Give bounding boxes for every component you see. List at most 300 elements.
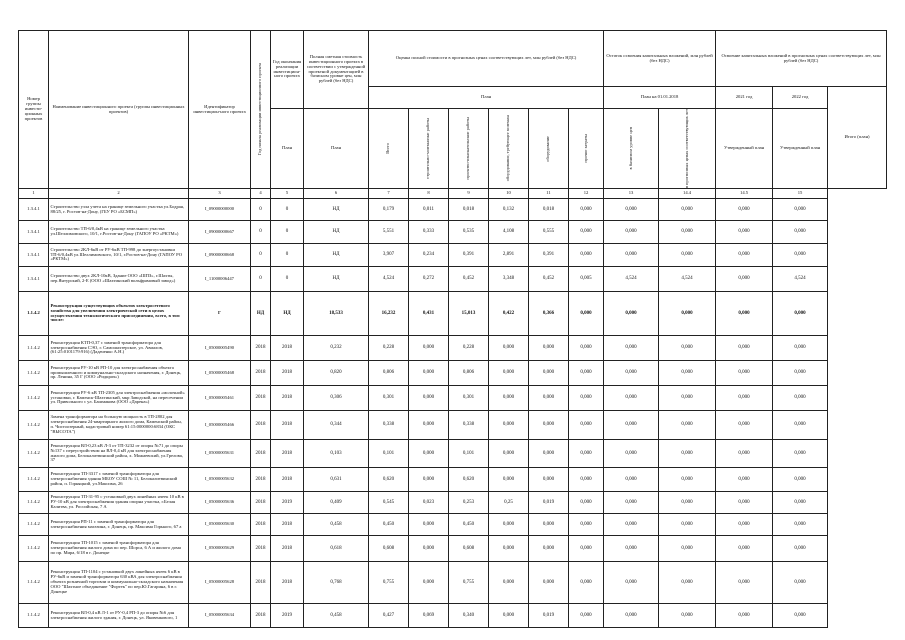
cell-c11: 0,000: [529, 361, 569, 386]
cell-c15: 0,000: [716, 292, 773, 336]
cell-c10: 4,108: [489, 221, 529, 244]
col-number: 11: [529, 189, 569, 199]
cell-c13: 0,000: [604, 411, 659, 440]
cell-y1: 2018: [251, 536, 271, 562]
cell-y2: 2018: [271, 468, 304, 492]
cell-c15: 0,000: [716, 244, 773, 267]
cell-y1: 0: [251, 199, 271, 221]
col-number: 1: [19, 189, 49, 199]
cell-y1: 2018: [251, 411, 271, 440]
cell-name: Реконструкция ТП-31-95 с установкой двух линейных ячеек 10 кВ в РУ-10 кВ для электроснабжения здания опорна участка, г.Белая Калитва, ул. Российская, 7 А: [49, 492, 189, 514]
cell-group: 1.1.4.2: [19, 468, 49, 492]
cell-c12: 0,000: [569, 514, 604, 536]
cell-full: 0,103: [304, 440, 369, 468]
cell-c12: 0,000: [569, 292, 604, 336]
cell-full: НД: [304, 221, 369, 244]
header-total-col: Всего: [369, 109, 409, 189]
cell-c14: 0,000: [659, 361, 716, 386]
cell-c9: 0,620: [449, 468, 489, 492]
cell-group: 1.1.4.2: [19, 411, 49, 440]
cell-c9: 0,535: [449, 221, 489, 244]
cell-c13: 0,000: [604, 292, 659, 336]
cell-c14: 0,000: [659, 492, 716, 514]
cell-c14: 0,000: [659, 536, 716, 562]
cell-name: Строительство узла учета на границе земельного участка ул.Бодрая, 88/25, г. Ростов-на-Дону, (ГБУ РО «БСМП»): [49, 199, 189, 221]
cell-c11: 0,366: [529, 292, 569, 336]
cell-c9: 0,391: [449, 244, 489, 267]
cell-id: I_09000000668: [189, 244, 251, 267]
cell-y2: 2019: [271, 604, 304, 628]
cell-c15: 0,000: [716, 361, 773, 386]
cell-c12: 0,000: [569, 492, 604, 514]
cell-c10: 0,132: [489, 199, 529, 221]
cell-c8: 0,000: [409, 386, 449, 411]
cell-c13: 0,000: [604, 492, 659, 514]
cell-c8: 0,011: [409, 199, 449, 221]
cell-c13: 0,000: [604, 386, 659, 411]
cell-group: 1.3.4.1: [19, 244, 49, 267]
column-numbers-row: [19, 189, 887, 199]
header-approved-2021: Утвержденный план: [716, 109, 773, 189]
table-row: [19, 440, 887, 468]
col-number: 3: [189, 189, 251, 199]
document-page: [18, 30, 887, 620]
cell-full: 0,232: [304, 336, 369, 361]
cell-c16: 0,000: [773, 386, 828, 411]
cell-c8: 0,234: [409, 244, 449, 267]
cell-c11: 0,000: [529, 411, 569, 440]
cell-c8: 0,069: [409, 604, 449, 628]
cell-c16: 0,000: [773, 411, 828, 440]
cell-c9: 0,608: [449, 536, 489, 562]
cell-c9: 0,338: [449, 411, 489, 440]
cell-c14: 0,000: [659, 199, 716, 221]
cell-c16: 0,000: [773, 468, 828, 492]
cell-group: 1.1.4.2: [19, 536, 49, 562]
cell-id: I_05000005490: [189, 336, 251, 361]
cell-group: 1.3.4.1: [19, 199, 49, 221]
header-pnr: проектно-изыскательские работы: [449, 109, 489, 189]
cell-id: I_05000005628: [189, 562, 251, 604]
cell-c7: 16,232: [369, 292, 409, 336]
cell-c15: 0,000: [716, 492, 773, 514]
header-other: прочие затраты: [569, 109, 604, 189]
cell-c16: 0,000: [773, 292, 828, 336]
cell-y2: 2018: [271, 536, 304, 562]
cell-c16: 0,000: [773, 199, 828, 221]
cell-full: 0,618: [304, 536, 369, 562]
cell-id: I_05000005631: [189, 440, 251, 468]
cell-c15: 0,000: [716, 386, 773, 411]
cell-full: НД: [304, 267, 369, 292]
cell-name: Реконструкция ТП-1015 с заменой трансформатора для электроснабжения жилого дома по пер. Шорса, 6 А и жилого дома по пр. Мира, 6/18 в г. Донецке: [49, 536, 189, 562]
cell-c7: 0,806: [369, 361, 409, 386]
cell-c16: 0,000: [773, 562, 828, 604]
cell-c7: 0,608: [369, 536, 409, 562]
cell-c10: 0,000: [489, 411, 529, 440]
cell-c12: 0,000: [569, 562, 604, 604]
cell-c7: 0,101: [369, 440, 409, 468]
cell-name: Реконструкция существующих объектов электросетевого хозяйства для увеличения электрической сети в целях осуществления технологического присоединения, всего, в том числе:: [49, 292, 189, 336]
col-number: 14.4: [659, 189, 716, 199]
cell-c9: 0,806: [449, 361, 489, 386]
cell-c15: 0,000: [716, 221, 773, 244]
cell-name: Реконструкция КТП-0,37 с заменой трансформатора для электроснабжения СЭО, г. Самошахтерское, ул. Авиалов, (61:25:0101179:916) (Дадаченко А.Н.): [49, 336, 189, 361]
table-row: [19, 221, 887, 244]
cell-c16: 0,000: [773, 336, 828, 361]
cell-y2: 2018: [271, 336, 304, 361]
cell-id: I_05000005629: [189, 536, 251, 562]
cell-c8: 0,431: [409, 292, 449, 336]
cell-c16: 0,000: [773, 536, 828, 562]
cell-y2: НД: [271, 292, 304, 336]
cell-c10: 0,000: [489, 514, 529, 536]
cell-c10: 0,000: [489, 336, 529, 361]
cell-name: Строительство двух 2КЛ-10кВ, Здание ООО «ШПЗ», г.Шахты, пер.Янтурский, 2-Е (ООО «Шахтинский вольфрамовый завод»): [49, 267, 189, 292]
table-row: [19, 514, 887, 536]
cell-c9: 0,340: [449, 604, 489, 628]
cell-c10: 0,000: [489, 386, 529, 411]
cell-c8: 0,000: [409, 336, 449, 361]
cell-y1: 2018: [251, 604, 271, 628]
cell-c9: 0,450: [449, 514, 489, 536]
table-row: [19, 411, 887, 440]
cell-name: Реконструкция ТП-3317 с заменой трансформатора для электроснабжения здания МБОУ СОШ № 11, Белокалитвинский район, п. Горняцкий, ул.Максима, 26: [49, 468, 189, 492]
cell-c12: 0,000: [569, 386, 604, 411]
header-group: Номер группы инвести-ционных проектов: [19, 31, 49, 189]
cell-c10: 0,25: [489, 492, 529, 514]
table-row: [19, 492, 887, 514]
cell-c9: 0,228: [449, 336, 489, 361]
cell-c11: 0,555: [529, 221, 569, 244]
cell-id: I_09000000000: [189, 199, 251, 221]
cell-c14: 0,000: [659, 292, 716, 336]
header-plan-col6: План: [304, 109, 369, 189]
cell-c14: 0,000: [659, 604, 716, 628]
cell-c11: 0,391: [529, 244, 569, 267]
cell-c12: 0,000: [569, 221, 604, 244]
cell-group: 1.1.4.2: [19, 440, 49, 468]
cell-c10: 0,000: [489, 468, 529, 492]
table-row: [19, 562, 887, 604]
header-plan-col5: План: [271, 109, 304, 189]
col-number: 12: [569, 189, 604, 199]
cell-c16: 4,524: [773, 267, 828, 292]
cell-c13: 0,000: [604, 336, 659, 361]
cell-c12: 0,000: [569, 440, 604, 468]
cell-y2: 2018: [271, 361, 304, 386]
cell-c7: 0,450: [369, 514, 409, 536]
cell-y1: 2018: [251, 361, 271, 386]
cell-full: 0,409: [304, 492, 369, 514]
cell-y1: 2018: [251, 492, 271, 514]
cell-c12: 0,000: [569, 468, 604, 492]
cell-c15: 0,000: [716, 199, 773, 221]
cell-c14: 0,000: [659, 440, 716, 468]
col-number: 2: [49, 189, 189, 199]
cell-c15: 0,000: [716, 468, 773, 492]
cell-c12: 0,000: [569, 336, 604, 361]
header-2021: 2021 год: [716, 87, 773, 109]
cell-group: 1.1.4.2: [19, 386, 49, 411]
cell-c9: 0,101: [449, 440, 489, 468]
cell-c15: 0,000: [716, 514, 773, 536]
cell-c13: 0,000: [604, 199, 659, 221]
header-approved-2022: Утвержденный план: [773, 109, 828, 189]
cell-group: 1.3.4.1: [19, 267, 49, 292]
cell-c11: 0,018: [529, 199, 569, 221]
cell-full: 0,458: [304, 514, 369, 536]
cell-c15: 0,000: [716, 336, 773, 361]
cell-c12: 0,000: [569, 244, 604, 267]
cell-full: 0,768: [304, 562, 369, 604]
cell-id: I_11000006447: [189, 267, 251, 292]
table-row: [19, 244, 887, 267]
cell-group: 1.3.4.1: [19, 221, 49, 244]
cell-name: Реконструкция ВЛ-0,4 кВ Л-1 от РУ-0,4 РП-3 до опоры №6 для электроснабжения жилого здания, г. Донецк, ул. Яковенкового, 1: [49, 604, 189, 628]
cell-c15: 0,000: [716, 604, 773, 628]
cell-c8: 0,272: [409, 267, 449, 292]
cell-c14: 0,000: [659, 514, 716, 536]
cell-id: I_05000005632: [189, 468, 251, 492]
cell-c13: 0,000: [604, 221, 659, 244]
cell-c15: 0,000: [716, 267, 773, 292]
cell-y1: 2018: [251, 562, 271, 604]
cell-c12: 0,000: [569, 411, 604, 440]
cell-y2: 2018: [271, 411, 304, 440]
cell-c14: 0,000: [659, 221, 716, 244]
cell-c10: 0,000: [489, 562, 529, 604]
cell-c7: 0,338: [369, 411, 409, 440]
cell-c11: 0,000: [529, 514, 569, 536]
cell-c11: 0,000: [529, 386, 569, 411]
cell-c7: 0,755: [369, 562, 409, 604]
cell-full: 0,820: [304, 361, 369, 386]
cell-y2: 0: [271, 267, 304, 292]
cell-c11: 0,000: [529, 440, 569, 468]
cell-c10: 0,000: [489, 536, 529, 562]
cell-c7: 0,228: [369, 336, 409, 361]
cell-c9: 0,018: [449, 199, 489, 221]
header-year-start: Год начала реализации инвестиционного проекта: [251, 31, 271, 189]
cell-full: НД: [304, 244, 369, 267]
cell-y1: 0: [251, 221, 271, 244]
header-plan-on-date: План на 01.01.2018: [604, 87, 716, 109]
cell-y1: 2018: [251, 514, 271, 536]
cell-full: 18,533: [304, 292, 369, 336]
cell-y2: 2018: [271, 386, 304, 411]
cell-c7: 4,524: [369, 267, 409, 292]
cell-id: I_05000005468: [189, 361, 251, 386]
cell-c15: 0,000: [716, 536, 773, 562]
cell-name: Строительство 2КЛ-6кВ от РУ-6кВ ТП-998 до энергоустановки ТП-6/0,4кВ ул.Шеллимовского, 10/1, г.Ростов-на-Дону (ГАПОУ РО «РКТМ»): [49, 244, 189, 267]
cell-c12: 0,000: [569, 536, 604, 562]
cell-c10: 0,000: [489, 440, 529, 468]
header-id: Идентификатор инвестицион-ного проекта: [189, 31, 251, 189]
header-remaining: Остаток освоения капитальных вложений, млн рублей (без НДС): [604, 31, 716, 87]
header-total: Итого (план): [828, 87, 887, 189]
cell-c11: 0,000: [529, 562, 569, 604]
cell-group: 1.1.4.2: [19, 492, 49, 514]
table-row: [19, 604, 887, 628]
cell-c12: 0,000: [569, 199, 604, 221]
col-number: 15: [773, 189, 828, 199]
cell-c7: 0,301: [369, 386, 409, 411]
cell-c16: 0,000: [773, 514, 828, 536]
cell-name: Реконструкция РП-11 с заменой трансформатора для электроснабжения магазина, г. Донецк, пр. Максима Горького, 67 а: [49, 514, 189, 536]
cell-c12: 0,000: [569, 361, 604, 386]
cell-c16: 0,000: [773, 492, 828, 514]
cell-c11: 0,000: [529, 536, 569, 562]
cell-c9: 0,253: [449, 492, 489, 514]
cell-id: I_05000005636: [189, 492, 251, 514]
cell-y1: 0: [251, 244, 271, 267]
table-row: [19, 536, 887, 562]
cell-name: Замена трансформатора на большую мощность в ТП-2802 для электроснабжения 24-квартирного жилого дома, Каменский район, п. Чистоозерный, кадастровый номер 61:15:0000000:6834 (ОКС "ВЫСОТА"): [49, 411, 189, 440]
cell-c16: 0,000: [773, 440, 828, 468]
cell-c12: 0,000: [569, 604, 604, 628]
cell-c11: 0,000: [529, 336, 569, 361]
investment-table: [18, 30, 887, 628]
cell-c7: 0,179: [369, 199, 409, 221]
cell-y2: 2018: [271, 562, 304, 604]
cell-c8: 0,000: [409, 361, 449, 386]
col-number: 8: [409, 189, 449, 199]
cell-c14: 4,524: [659, 267, 716, 292]
cell-c8: 0,000: [409, 562, 449, 604]
cell-group: 1.1.4.2: [19, 604, 49, 628]
cell-c14: 0,000: [659, 336, 716, 361]
cell-c8: 0,000: [409, 411, 449, 440]
cell-c11: 0,000: [529, 468, 569, 492]
header-plan: План: [369, 87, 604, 109]
cell-c8: 0,333: [409, 221, 449, 244]
cell-id: I_05000005461: [189, 386, 251, 411]
cell-c16: 0,000: [773, 604, 828, 628]
cell-y2: 0: [271, 221, 304, 244]
cell-c10: 2,891: [489, 244, 529, 267]
cell-c12: 0,005: [569, 267, 604, 292]
cell-c10: 0,000: [489, 604, 529, 628]
cell-y1: НД: [251, 292, 271, 336]
header-equip: оборудование: [529, 109, 569, 189]
col-number: 6: [304, 189, 369, 199]
cell-c15: 0,000: [716, 440, 773, 468]
cell-id: I_05000005634: [189, 604, 251, 628]
cell-c16: 0,000: [773, 244, 828, 267]
cell-c11: 0,019: [529, 492, 569, 514]
table-row: [19, 336, 887, 361]
cell-c9: 15,013: [449, 292, 489, 336]
col-number: 14.5: [716, 189, 773, 199]
cell-c8: 0,000: [409, 440, 449, 468]
cell-id: I_05000005466: [189, 411, 251, 440]
cell-full: 0,631: [304, 468, 369, 492]
cell-name: Реконструкция РУ-6 кВ ТП-2305 для электроснабжения «молочной» установки, г. Каменск-Шахтинский, мкр Заводской, на пересечении ул. Привольного с ул. Башмакова (ООО «Дарена»): [49, 386, 189, 411]
table-row: [19, 386, 887, 411]
header-full-cost: Полная сметная стоимость инвестиционного проекта в соответствии с утвержденной проектной документацией в базисном уровне цен, млн рублей (без НДС): [304, 31, 369, 109]
cell-name: Строительство ТП-6/0,4кВ на границе земельного участка ул.Шеллимовского, 10/1, г.Ростов-на-Дону (ГАПОУ РО «РКТМ»): [49, 221, 189, 244]
cell-c9: 0,452: [449, 267, 489, 292]
header-2022: 2022 год: [773, 87, 828, 109]
col-number: 10: [489, 189, 529, 199]
cell-c14: 0,000: [659, 386, 716, 411]
cell-c13: 0,000: [604, 562, 659, 604]
cell-c15: 0,000: [716, 411, 773, 440]
cell-c13: 0,000: [604, 468, 659, 492]
cell-full: НД: [304, 199, 369, 221]
cell-y2: 2019: [271, 492, 304, 514]
cell-full: 0,306: [304, 386, 369, 411]
table-row: [19, 267, 887, 292]
cell-y2: 2018: [271, 514, 304, 536]
cell-c9: 0,755: [449, 562, 489, 604]
cell-c14: 0,000: [659, 562, 716, 604]
cell-id: I_05000005630: [189, 514, 251, 536]
cell-c13: 0,000: [604, 440, 659, 468]
cell-group: 1.1.4.2: [19, 292, 49, 336]
cell-c14: 0,000: [659, 244, 716, 267]
cell-c10: 3,348: [489, 267, 529, 292]
cell-c13: 0,000: [604, 604, 659, 628]
header-mastery: Освоение капитальных вложений в прогнозных ценах соответствующих лет, млн рублей (без НДС): [716, 31, 887, 87]
cell-c9: 0,301: [449, 386, 489, 411]
cell-c14: 0,000: [659, 468, 716, 492]
cell-c16: 0,000: [773, 221, 828, 244]
cell-c8: 0,000: [409, 468, 449, 492]
cell-full: 0,458: [304, 604, 369, 628]
header-forecast: в прогнозных ценах соответствующих лет: [659, 109, 716, 189]
cell-c8: 0,000: [409, 536, 449, 562]
cell-id: Г: [189, 292, 251, 336]
cell-c10: 0,000: [489, 361, 529, 386]
table-row: [19, 199, 887, 221]
col-number: 9: [449, 189, 489, 199]
cell-c7: 0,545: [369, 492, 409, 514]
cell-y2: 2018: [271, 440, 304, 468]
header-estimate: Оценка полной стоимости в прогнозных ценах соответствующих лет, млн рублей (без НДС): [369, 31, 604, 87]
cell-group: 1.1.4.2: [19, 514, 49, 536]
header-equip-install: оборудование, требующее монтажа: [489, 109, 529, 189]
header-base-level: в базисном уровне цен: [604, 109, 659, 189]
cell-c16: 0,000: [773, 361, 828, 386]
cell-group: 1.1.4.2: [19, 361, 49, 386]
cell-name: Реконструкция ТП-1104 с установкой двух линейных ячеек 6 кВ в РУ-6кВ и заменой трансформатора 630 кВА для электроснабжения объекта розничной торговли и коммунально-складского назначения ООО "Шахтное объединение "Фортек" по пер.Ю.Гагарина, 6 в г. Донецке: [49, 562, 189, 604]
cell-c15: 0,000: [716, 562, 773, 604]
col-number: 4: [251, 189, 271, 199]
table-row: [19, 361, 887, 386]
col-number: 13: [604, 189, 659, 199]
cell-c13: 0,000: [604, 514, 659, 536]
header-name: Наименование инвестиционного проекта (группы инвестиционных проектов): [49, 31, 189, 189]
cell-y1: 2018: [251, 386, 271, 411]
col-number: 5: [271, 189, 304, 199]
cell-y1: 2018: [251, 440, 271, 468]
cell-c7: 3,907: [369, 244, 409, 267]
cell-c13: 0,000: [604, 536, 659, 562]
cell-c10: 0,422: [489, 292, 529, 336]
header-smr: строительно-монтажные работы: [409, 109, 449, 189]
cell-c14: 0,000: [659, 411, 716, 440]
table-row: [19, 292, 887, 336]
cell-name: Реконструкция РУ-10 кВ РП-10 для электроснабжения объекта промышленного и коммунально-складского назначения, г. Донецк, пр. Ленина, 35 Г (ООО «Ридкрач»): [49, 361, 189, 386]
cell-c13: 0,000: [604, 361, 659, 386]
cell-group: 1.1.4.2: [19, 336, 49, 361]
cell-c7: 0,620: [369, 468, 409, 492]
cell-y1: 2018: [251, 468, 271, 492]
cell-c8: 0,000: [409, 514, 449, 536]
cell-c13: 0,000: [604, 244, 659, 267]
